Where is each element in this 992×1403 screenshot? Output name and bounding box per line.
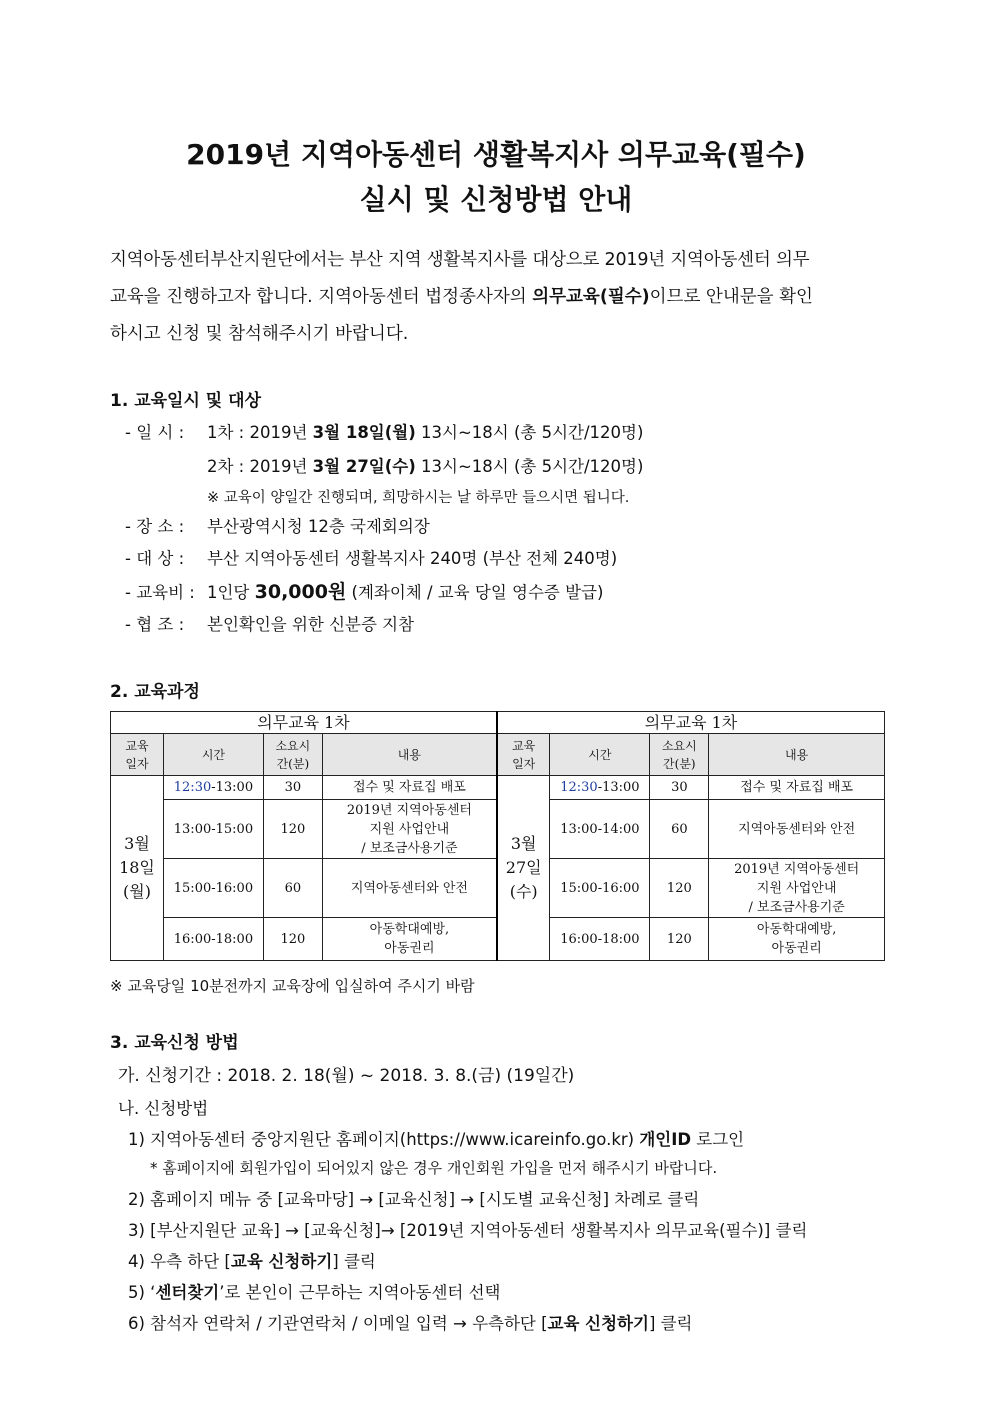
header-date: 교육 일자: [111, 734, 164, 776]
content-cell: 접수 및 자료집 배포: [322, 776, 497, 800]
header-date: 교육 일자: [497, 734, 550, 776]
header-content: 내용: [322, 734, 497, 776]
header-time: 시간: [163, 734, 263, 776]
second-session-date: 3월 27일(수): [312, 457, 416, 476]
step-4: [128, 1248, 376, 1272]
content-cell: 아동학대예방, 아동권리: [322, 918, 497, 961]
time-cell: [550, 776, 650, 800]
intro-paragraph: [110, 242, 885, 353]
date-day: 27일: [505, 858, 542, 877]
section-1-heading: 1. 교육일시 및 대상: [110, 391, 261, 411]
duration-cell: 120: [650, 859, 709, 918]
coop-label: - 협 조 :: [125, 615, 185, 634]
time-cell: 16:00-18:00: [550, 918, 650, 961]
date-weekday: (월): [123, 882, 151, 901]
target-row: [125, 545, 617, 569]
step-6: [128, 1310, 693, 1334]
time-cell: 13:00-14:00: [550, 800, 650, 859]
content-cell: 2019년 지역아동센터 지원 사업안내 / 보조금사용기준: [709, 859, 885, 918]
content-cell: 접수 및 자료집 배포: [709, 776, 885, 800]
first-session-text: 1차 : 2019년: [207, 423, 313, 442]
table-note: ※ 교육당일 10분전까지 교육장에 입실하여 주시기 바람: [110, 977, 475, 995]
application-method: 나. 신청방법: [118, 1099, 209, 1118]
header-duration: 소요시 간(분): [650, 734, 709, 776]
content-cell: 2019년 지역아동센터 지원 사업안내 / 보조금사용기준: [322, 800, 497, 859]
duration-cell: 30: [650, 776, 709, 800]
second-session-text: 2차 : 2019년: [207, 457, 313, 476]
step-emphasis: 센터찾기: [155, 1283, 220, 1302]
step-text: 4) 우측 하단 [: [128, 1252, 231, 1271]
step-emphasis: 교육 신청하기: [230, 1252, 333, 1271]
step-text: 1) 지역아동센터 중앙지원단 홈페이지(https://www.icareinfo.go.kr): [128, 1130, 640, 1149]
first-session-time: 13시~18시 (총 5시간/120명): [415, 423, 644, 442]
date-month: 3월: [124, 834, 150, 853]
fee-amount: 30,000원: [254, 581, 347, 603]
time-end: -13:00: [597, 780, 640, 795]
right-table-title: 의무교육 1차: [497, 712, 885, 734]
duration-cell: 60: [650, 800, 709, 859]
step-emphasis: 교육 신청하기: [547, 1314, 649, 1333]
target-value: 부산 지역아동센터 생활복지사 240명 (부산 전체 240명): [207, 549, 618, 568]
step-5: [128, 1279, 500, 1303]
schedule-first: [125, 419, 643, 443]
fee-row: [125, 577, 603, 604]
table-title-row: [111, 712, 885, 734]
right-date-cell: [497, 776, 550, 961]
schedule-note: ※ 교육이 양일간 진행되며, 희망하시는 날 하루만 들으시면 됩니다.: [207, 490, 630, 506]
table-row: [111, 776, 885, 800]
duration-cell: 120: [263, 918, 322, 961]
header-time: 시간: [550, 734, 650, 776]
time-cell: [163, 776, 263, 800]
intro-text: 교육을 진행하고자 합니다. 지역아동센터 법정종사자의: [110, 287, 533, 307]
left-table-title: 의무교육 1차: [111, 712, 497, 734]
time-cell: 13:00-15:00: [163, 800, 263, 859]
intro-line-2: [110, 279, 885, 316]
time-cell: 16:00-18:00: [163, 918, 263, 961]
fee-text: 1인당: [207, 583, 255, 602]
duration-cell: 120: [650, 918, 709, 961]
duration-cell: 60: [263, 859, 322, 918]
intro-line-3: 하시고 신청 및 참석해주시기 바랍니다.: [110, 324, 409, 344]
step-2: 2) 홈페이지 메뉴 중 [교육마당] → [교육신청] → [시도별 교육신청] 차례로 클릭: [128, 1190, 700, 1209]
table-header-row: [111, 734, 885, 776]
intro-line-1: 지역아동센터부산지원단에서는 부산 지역 생활복지사를 대상으로 2019년 지역아동센터 의무: [110, 250, 810, 270]
schedule-table: [110, 711, 885, 961]
schedule-second: [207, 453, 643, 477]
step-text: 로그인: [691, 1130, 745, 1149]
step-text: 5) ‘: [128, 1283, 156, 1302]
content-cell: 지역아동센터와 안전: [709, 800, 885, 859]
place-value: 부산광역시청 12층 국제회의장: [207, 517, 430, 536]
coop-row: [125, 611, 414, 635]
content-cell: 아동학대예방, 아동권리: [709, 918, 885, 961]
step-1: [128, 1126, 744, 1150]
step-3: 3) [부산지원단 교육] → [교육신청]→ [2019년 지역아동센터 생활복지사 의무교육(필수)] 클릭: [128, 1221, 808, 1240]
fee-label: - 교육비 :: [125, 583, 195, 602]
header-content: 내용: [709, 734, 885, 776]
intro-emphasis: 의무교육(필수): [532, 287, 650, 307]
target-label: - 대 상 :: [125, 549, 185, 568]
intro-text: 이므로 안내문을 확인: [649, 287, 813, 307]
time-start: 12:30: [560, 780, 598, 795]
application-period: 가. 신청기간 : 2018. 2. 18(월) ~ 2018. 3. 8.(금) (19일간): [118, 1066, 575, 1086]
step-text: ’로 본인이 근무하는 지역아동센터 선택: [219, 1283, 501, 1302]
time-end: -13:00: [211, 780, 254, 795]
first-session-date: 3월 18일(월): [312, 423, 416, 442]
place-row: [125, 513, 430, 537]
page-subtitle: 실시 및 신청방법 안내: [359, 183, 633, 216]
left-date-cell: [111, 776, 164, 961]
date-month: 3월: [510, 834, 537, 853]
time-cell: 15:00-16:00: [163, 859, 263, 918]
date-label: - 일 시 :: [125, 423, 185, 442]
time-cell: 15:00-16:00: [550, 859, 650, 918]
section-2-heading: 2. 교육과정: [110, 682, 200, 702]
section-3-heading: 3. 교육신청 방법: [110, 1033, 239, 1053]
step-text: ] 클릭: [648, 1314, 693, 1333]
coop-value: 본인확인을 위한 신분증 지참: [207, 615, 415, 634]
step-1-note: * 홈페이지에 회원가입이 되어있지 않은 경우 개인회원 가입을 먼저 해주시기 바랍니다.: [150, 1159, 718, 1177]
header-duration: 소요시 간(분): [263, 734, 322, 776]
duration-cell: 120: [263, 800, 322, 859]
step-text: ] 클릭: [332, 1252, 376, 1271]
content-cell: 지역아동센터와 안전: [322, 859, 497, 918]
time-start: 12:30: [173, 780, 212, 795]
date-weekday: (수): [509, 882, 538, 901]
step-text: 6) 참석자 연락처 / 기관연락처 / 이메일 입력 → 우측하단 [: [128, 1314, 548, 1333]
place-label: - 장 소 :: [125, 517, 185, 536]
fee-detail: (계좌이체 / 교육 당일 영수증 발급): [346, 583, 604, 602]
page-title: 2019년 지역아동센터 생활복지사 의무교육(필수): [186, 138, 806, 171]
duration-cell: 30: [263, 776, 322, 800]
step-emphasis: 개인ID: [639, 1130, 692, 1149]
second-session-time: 13시~18시 (총 5시간/120명): [415, 457, 644, 476]
date-day: 18일: [119, 858, 155, 877]
